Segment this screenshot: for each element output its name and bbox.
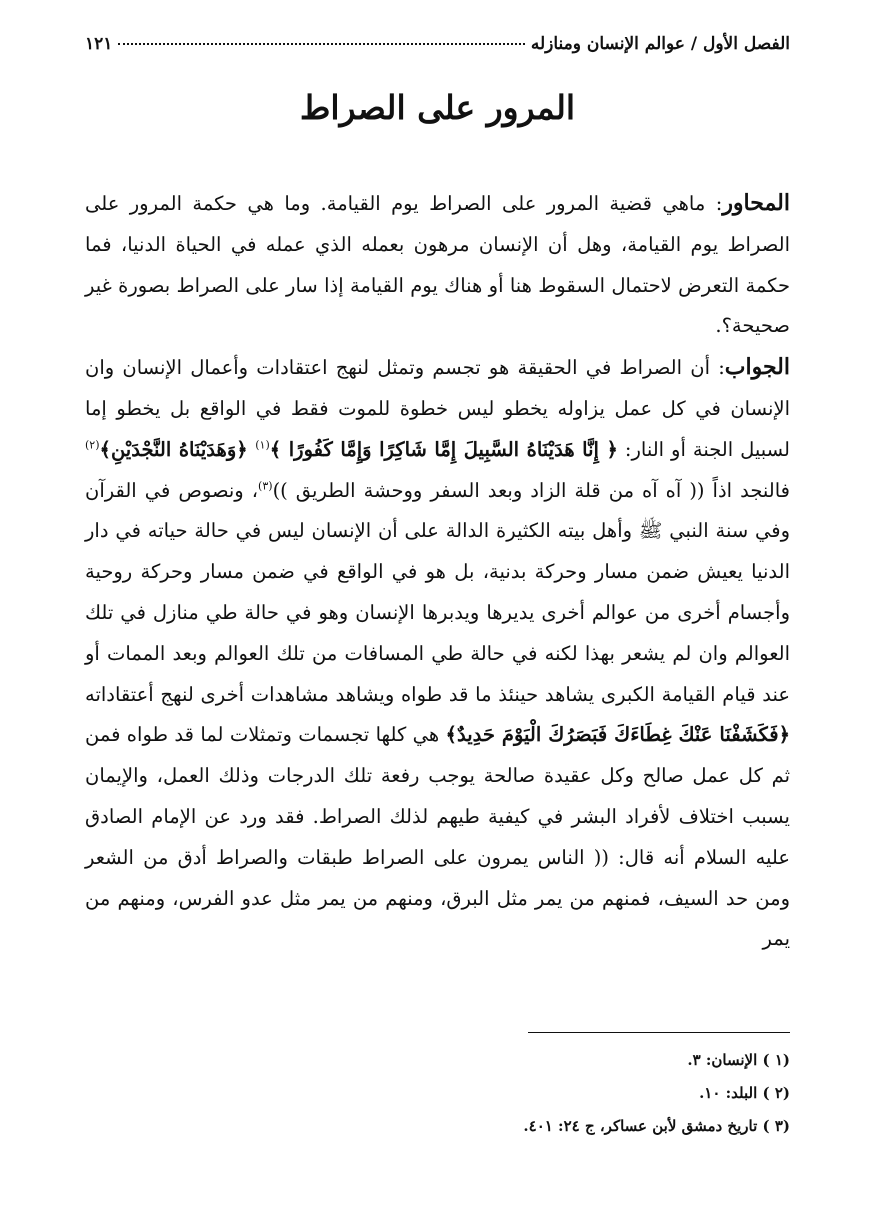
footnote-ref-2: (٢): [85, 438, 100, 452]
dot-leader: [118, 43, 524, 45]
running-header: [85, 34, 790, 64]
quran-verse-1: ﴿ إِنَّا هَدَيْنَاهُ السَّبِيلَ إِمَّا شَاكِرًا وَإِمَّا كَفُورًا ﴾: [269, 437, 618, 461]
page-number: ١٢١: [85, 34, 113, 54]
running-title: الفصل الأول / عوالم الإنسان ومنازله: [530, 34, 790, 54]
answer-text-1: : أن الصراط في الحقيقة هو تجسم وتمثل لنهج اعتقادات وأعمال الإنسان وان الإنسان في كل عمل يزاوله يخطو ليس خطوة للموت فقط في الواقع بل يخطو إما لسبيل الجنة أو النار:: [85, 356, 790, 461]
answer-label: الجواب: [724, 354, 790, 381]
answer-text-3: ، ونصوص في القرآن وفي سنة النبي ﷺ وأهل بيته الكثيرة الدالة على أن الإنسان ليس في حالة حياته في دار الدنيا يعيش ضمن مسار وحركة بدنية، بل هو في الواقع في ضمن مسار وحركة روحية وأجسام أخرى من عوالم أخرى يديرها ويدبرها الإنسان وهو في حالة طي منازل في تلك العوالم وان لم يشعر بهذا لكنه في حالة طي المسافات من تلك العوالم وبعد الممات أو عند قيام القيامة الكبرى يشاهد حينئذ ما قد طواه ويشاهد مشاهدات أخرى لنهج أعتقاداته: [85, 478, 790, 706]
question-paragraph: [85, 183, 790, 347]
quran-verse-3: ﴿فَكَشَفْنَا عَنْكَ غِطَاءَكَ فَبَصَرُكَ الْيَوْمَ حَدِيدٌ﴾: [445, 723, 791, 747]
answer-text-2: فالنجد اذاً (( آه آه من قلة الزاد وبعد السفر ووحشة الطريق )): [272, 478, 790, 502]
answer-paragraph: [85, 347, 790, 960]
question-label: المحاور: [722, 190, 790, 216]
answer-text-4: هي كلها تجسمات وتمثلات لما قد طواه فمن ثم كل عمل صالح وكل عقيدة صالحة يوجب رفعة تلك الدرجات وذلك العمل، والإيمان يسبب اختلاف لأفراد البشر في كيفية طيهم لذلك الصراط. فقد ورد عن الإمام الصادق عليه السلام أنه قال: (( الناس يمرون على الصراط طبقات والصراط أدق من الشعر ومن حد السيف، فمنهم من يمر مثل البرق، ومنهم من يمر مثل عدو الفرس، ومنهم من يمر: [85, 723, 790, 951]
chapter-title: المرور على الصراط: [299, 88, 576, 127]
footnote-1: (١ ) الإنسان: ٣.: [687, 1051, 790, 1069]
footnote-2: (٢ ) البلد: ١٠.: [699, 1084, 790, 1102]
footnote-separator: [528, 1032, 790, 1033]
question-text: : ماهي قضية المرور على الصراط يوم القيامة. وما هي حكمة المرور على الصراط يوم القيامة، وهل أن الإنسان مرهون بعمله الذي عمله في الحياة الدنيا، فما حكمة التعرض لاحتمال السقوط هنا أو هناك يوم القيامة إذا سار على الصراط بصورة غير صحيحة؟.: [85, 192, 790, 338]
quran-verse-2: ﴿وَهَدَيْنَاهُ النَّجْدَيْنِ﴾: [99, 437, 256, 461]
body-text: [85, 183, 790, 960]
footnotes: [85, 1044, 790, 1143]
footnote-ref-1: (١): [255, 438, 270, 452]
footnote-3: (٣ ) تاريخ دمشق لأبن عساكر، ج ٢٤: ٤٠١.: [523, 1117, 790, 1135]
footnote-ref-3: (٣): [258, 479, 273, 493]
